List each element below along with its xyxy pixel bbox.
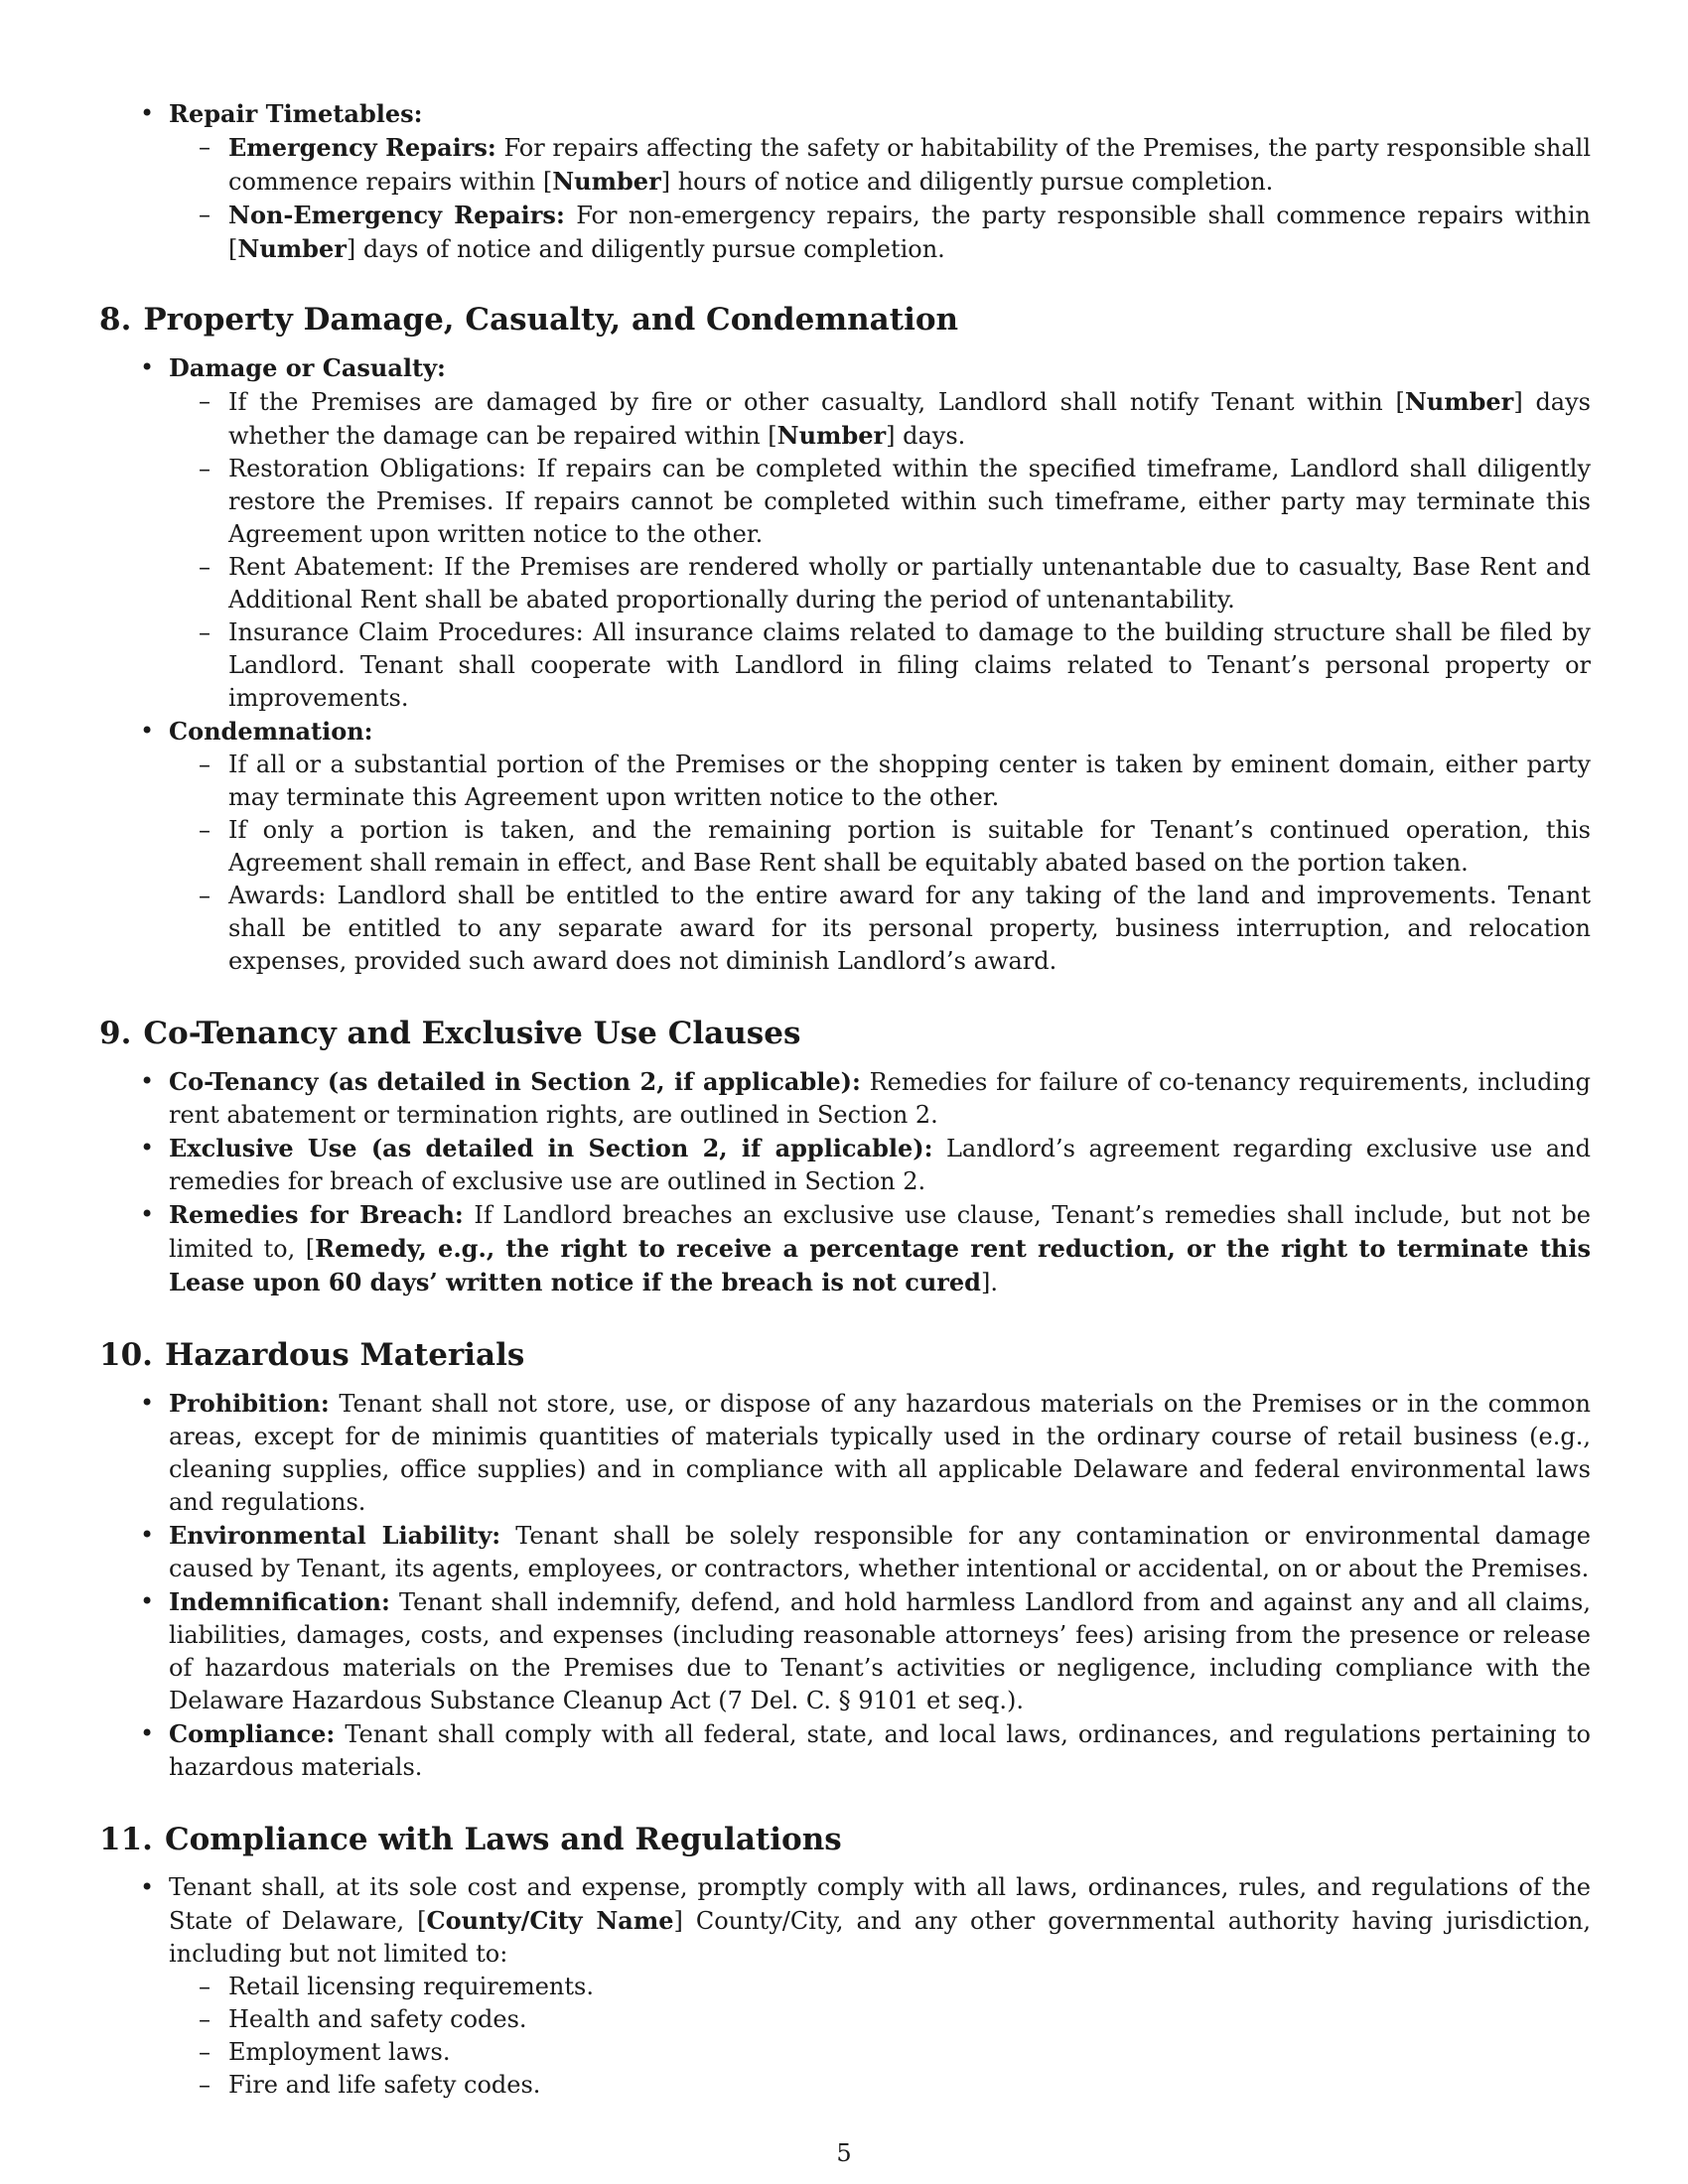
list-item-remedies-for-breach: [169, 1198, 1591, 1299]
placeholder-field: Number: [1404, 387, 1514, 416]
section-title: Hazardous Materials: [164, 1337, 525, 1373]
section-10: [99, 1335, 1591, 1784]
list-item-condemnation: [169, 715, 1591, 978]
repair-list: [99, 97, 1591, 266]
list-item-damage-casualty: [169, 351, 1591, 715]
placeholder-field: Number: [776, 421, 887, 450]
placeholder-field: Remedy, e.g., the right to receive a percentage rent reduction, or the right to terminate this Lease upon 60 days’ written notice if the breach is not cured: [169, 1234, 1591, 1297]
list-item-repair-timetables: [169, 97, 1591, 266]
list-item: – Awards: Landlord shall be entitled to the entire award for any taking of the land and improvements. Tenant shall be entitled to any separate award for its personal property, business interruption, and relocation expenses, provided such award does not diminish Landlord’s award.: [228, 880, 1591, 978]
section-8: [99, 300, 1591, 978]
section-11: [99, 1820, 1591, 2102]
section-10-list: [99, 1387, 1591, 1784]
list-item: – Rent Abatement: If the Premises are rendered wholly or partially untenantable due to casualty, Base Rent and Additional Rent shall be abated proportionally during the period of untenantability.: [228, 551, 1591, 616]
list-item-compliance-laws: [169, 1871, 1591, 2102]
sub-list: [169, 1971, 1591, 2102]
page-number: 5: [836, 2139, 852, 2167]
section-9: [99, 1014, 1591, 1299]
placeholder-field: Number: [552, 167, 661, 196]
section-number: 11.: [99, 1822, 153, 1857]
item-text: Tenant shall, at its sole cost and expense, promptly comply with all laws, ordinances, rules, and regulations of the State of Delaware, [: [169, 1873, 1591, 1935]
list-item-indemnification: [169, 1585, 1591, 1717]
list-item: – Employment laws.: [228, 2036, 1591, 2069]
item-text: Tenant shall indemnify, defend, and hold harmless Landlord from and against any and all claims, liabilities, damages, costs, and expenses (including reasonable attorneys’ fees) arising from the presence or release of hazardous materials on the Premises due to Tenant’s activities or negligence, including compliance with the Delaware Hazardous Substance Cleanup Act (7 Del. C. § 9101 et seq.).: [169, 1588, 1591, 1714]
item-text: ] days of notice and diligently pursue completion.: [346, 235, 945, 263]
item-text: If Landlord breaches an exclusive use clause, Tenant’s remedies shall include, but not be limited to, [: [169, 1201, 1591, 1263]
list-item-prohibition: [169, 1387, 1591, 1519]
section-heading: [99, 300, 1591, 340]
item-label: Condemnation:: [169, 717, 373, 746]
section-11-list: [99, 1871, 1591, 2102]
item-label: Non-Emergency Repairs:: [228, 201, 565, 229]
item-text: ] County/City, and any other governmental authority having jurisdiction, including but not limited to:: [169, 1907, 1591, 1968]
item-label: Indemnification:: [169, 1587, 390, 1616]
item-text: ] hours of notice and diligently pursue completion.: [660, 168, 1274, 196]
list-item-co-tenancy: [169, 1065, 1591, 1132]
item-text: Tenant shall comply with all federal, state, and local laws, ordinances, and regulations pertaining to hazardous materials.: [169, 1720, 1591, 1781]
section-number: 9.: [99, 1016, 132, 1051]
item-text: ] days.: [886, 422, 966, 450]
section-8-list: [99, 351, 1591, 978]
list-item: – Insurance Claim Procedures: All insurance claims related to damage to the building structure shall be filed by Landlord. Tenant shall cooperate with Landlord in filing claims related to Tenant’s personal property or improvements.: [228, 616, 1591, 715]
item-text: Remedies for failure of co-tenancy requirements, including rent abatement or termination rights, are outlined in Section 2.: [169, 1068, 1591, 1129]
item-text: ].: [980, 1269, 998, 1297]
item-text: For non-emergency repairs, the party responsible shall commence repairs within [: [228, 202, 1591, 263]
item-text: Tenant shall not store, use, or dispose of any hazardous materials on the Premises or in the common areas, except for de minimis quantities of materials typically used in the ordinary course of retail business (e.g., cleaning supplies, office supplies) and in compliance with all applicable Delaware and federal environmental laws and regulations.: [169, 1390, 1591, 1516]
item-label: Emergency Repairs:: [228, 133, 496, 162]
section-title: Property Damage, Casualty, and Condemnation: [143, 302, 959, 338]
list-item-compliance: [169, 1717, 1591, 1784]
item-text: ] days whether the damage can be repaired within [: [228, 388, 1591, 450]
section-heading: [99, 1014, 1591, 1053]
item-text: If the Premises are damaged by fire or other casualty, Landlord shall notify Tenant within [: [228, 388, 1405, 416]
page-content: [99, 97, 1591, 2102]
section-9-list: [99, 1065, 1591, 1299]
item-label: Exclusive Use (as detailed in Section 2, if applicable):: [169, 1134, 933, 1162]
item-text: Landlord’s agreement regarding exclusive use and remedies for breach of exclusive use are outlined in Section 2.: [169, 1135, 1591, 1195]
section-heading: [99, 1820, 1591, 1859]
list-item-environmental-liability: [169, 1519, 1591, 1585]
item-label: Environmental Liability:: [169, 1521, 501, 1550]
item-text: For repairs affecting the safety or habitability of the Premises, the party responsible shall commence repairs within [: [228, 134, 1591, 196]
item-label: Compliance:: [169, 1719, 336, 1748]
list-item: [228, 385, 1591, 453]
item-label: Repair Timetables:: [169, 99, 423, 128]
section-heading: [99, 1335, 1591, 1375]
list-item-non-emergency-repairs: [228, 199, 1591, 266]
section-number: 10.: [99, 1337, 153, 1373]
item-text: Tenant shall be solely responsible for any contamination or environmental damage caused by Tenant, its agents, employees, or contractors, whether intentional or accidental, on or about the Premises.: [169, 1522, 1591, 1582]
sub-list: [169, 385, 1591, 715]
sub-list: [169, 131, 1591, 266]
item-label: Co-Tenancy (as detailed in Section 2, if applicable):: [169, 1067, 861, 1096]
sub-list: [169, 749, 1591, 978]
section-number: 8.: [99, 302, 132, 338]
placeholder-field: County/City Name: [426, 1906, 674, 1935]
list-item-exclusive-use: [169, 1132, 1591, 1198]
section-title: Co-Tenancy and Exclusive Use Clauses: [143, 1016, 801, 1051]
list-item: – Restoration Obligations: If repairs can be completed within the specified timeframe, Landlord shall diligently restore the Premises. If repairs cannot be completed within such timeframe, either party may terminate this Agreement upon written notice to the other.: [228, 453, 1591, 551]
section-title: Compliance with Laws and Regulations: [164, 1822, 842, 1857]
list-item: – If all or a substantial portion of the Premises or the shopping center is taken by eminent domain, either party may terminate this Agreement upon written notice to the other.: [228, 749, 1591, 814]
item-label: Damage or Casualty:: [169, 353, 446, 382]
list-item: – If only a portion is taken, and the remaining portion is suitable for Tenant’s continued operation, this Agreement shall remain in effect, and Base Rent shall be equitably abated based on the portion taken.: [228, 814, 1591, 880]
list-item: – Fire and life safety codes.: [228, 2069, 1591, 2102]
item-label: Remedies for Breach:: [169, 1200, 464, 1229]
list-item: – Retail licensing requirements.: [228, 1971, 1591, 2003]
list-item-emergency-repairs: [228, 131, 1591, 199]
placeholder-field: Number: [237, 234, 347, 263]
item-label: Prohibition:: [169, 1389, 330, 1418]
list-item: – Health and safety codes.: [228, 2003, 1591, 2036]
